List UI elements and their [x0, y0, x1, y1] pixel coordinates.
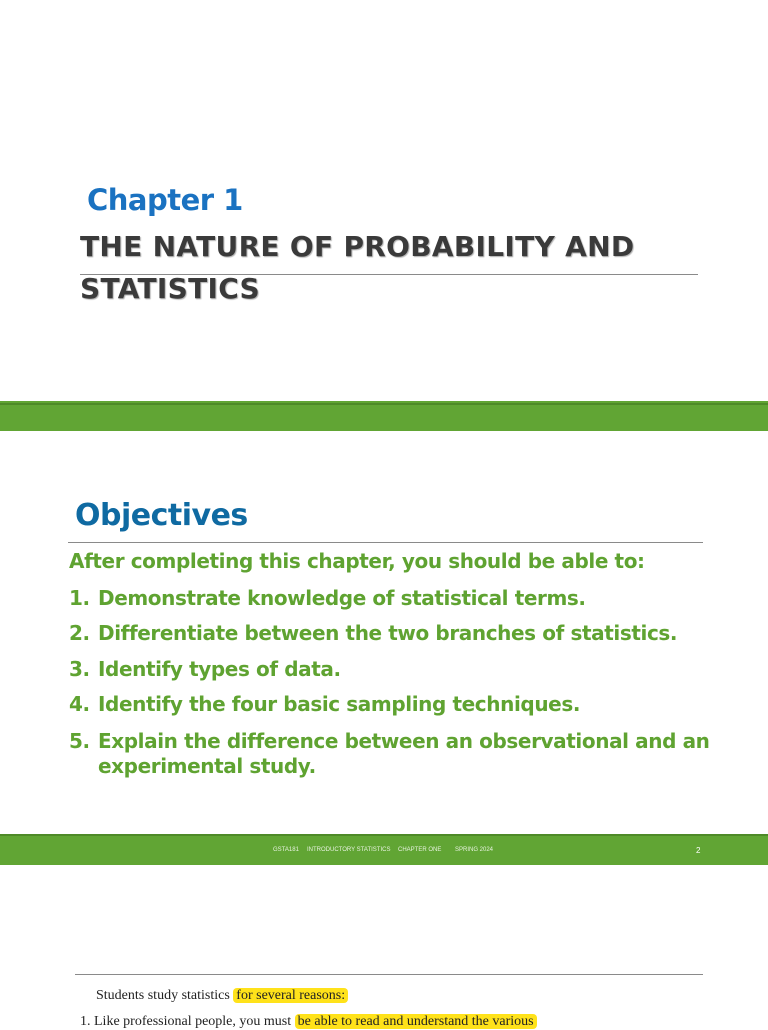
slide3-text-line-1 [96, 988, 348, 1004]
objective-number: 1. [69, 586, 90, 610]
footer-course-name: INTRODUCTORY STATISTICS [307, 847, 391, 853]
slide3-divider [75, 974, 703, 975]
objective-text: Explain the difference between an observational and an [98, 729, 710, 753]
objective-number: 2. [69, 621, 90, 645]
objective-text: Identify the four basic sampling techniques. [98, 692, 581, 716]
objective-text-continued: experimental study. [98, 754, 316, 778]
page-number: 2 [696, 846, 701, 855]
highlighted-text: for several reasons: [233, 988, 348, 1003]
objective-number: 4. [69, 692, 90, 716]
objective-number: 5. [69, 729, 90, 753]
highlighted-text: be able to read and understand the various [295, 1014, 537, 1029]
slide-separator-stripe [0, 403, 768, 405]
footer-term: SPRING 2024 [455, 847, 494, 853]
chapter-title-line-2: STATISTICS [80, 272, 261, 305]
chapter-title-line-1: THE NATURE OF PROBABILITY AND [80, 230, 635, 263]
chapter-label: Chapter 1 [87, 183, 243, 217]
slide3-text-line-2 [80, 1014, 537, 1030]
objective-text: Differentiate between the two branches of statistics. [98, 621, 678, 645]
objective-text: Demonstrate knowledge of statistical terms. [98, 586, 586, 610]
slide-separator-band [0, 401, 768, 431]
objectives-title: Objectives [75, 498, 248, 533]
plain-text: 1. Like professional people, you must [80, 1014, 295, 1029]
slide-footer-stripe [0, 834, 768, 836]
objectives-divider [68, 542, 703, 543]
objectives-intro: After completing this chapter, you should be able to: [69, 549, 645, 573]
objective-number: 3. [69, 657, 90, 681]
objective-text: Identify types of data. [98, 657, 341, 681]
footer-course-code: GSTA181 [273, 847, 299, 853]
plain-text: Students study statistics [96, 988, 234, 1003]
footer-chapter: CHAPTER ONE [398, 847, 442, 853]
